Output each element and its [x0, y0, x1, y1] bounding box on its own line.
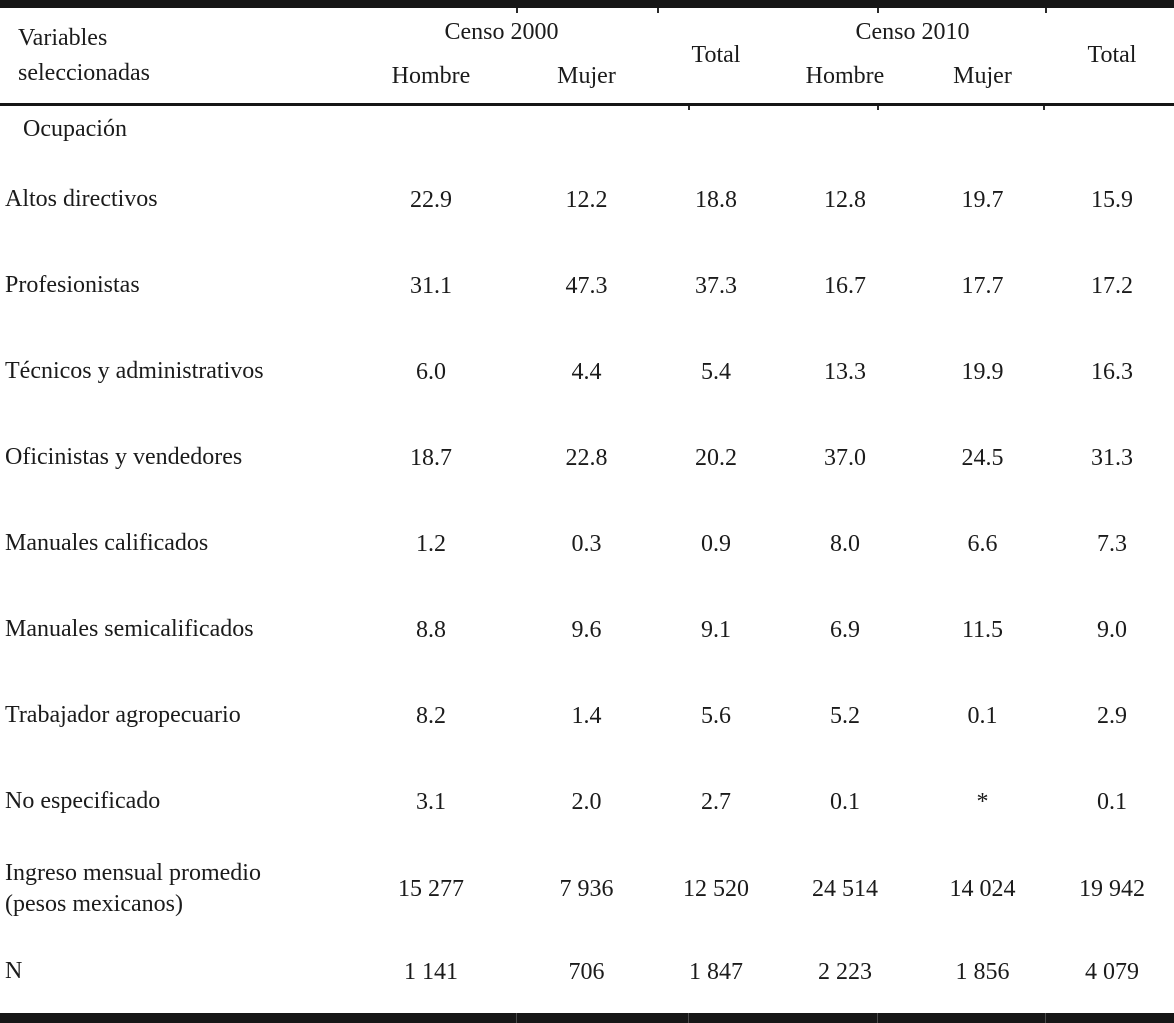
table-row	[0, 415, 1174, 501]
value-cell: 15 277	[398, 875, 464, 902]
value-cell: 47.3	[565, 272, 608, 299]
table-top-rule	[0, 0, 1174, 8]
header-variables-line2: seleccionadas	[18, 59, 150, 86]
column-tick	[516, 1013, 517, 1023]
value-cell: 18.8	[695, 186, 737, 213]
value-cell: 2.0	[571, 788, 602, 815]
value-cell: *	[976, 788, 989, 815]
value-cell: 16.3	[1091, 358, 1133, 385]
value-cell: 24.5	[961, 444, 1004, 471]
row-label: Oficinistas y vendedores	[5, 444, 243, 471]
table-header	[0, 8, 1174, 103]
value-cell: 31.1	[410, 272, 452, 299]
row-label-line1: Ingreso mensual promedio	[5, 859, 261, 886]
table-row	[0, 673, 1174, 759]
empty-cell	[346, 103, 516, 157]
value-cell: 31.3	[1091, 444, 1133, 471]
value-cell: 24 514	[812, 875, 878, 902]
table-body	[0, 103, 1174, 1011]
table-row	[0, 845, 1174, 933]
value-cell: 13.3	[824, 358, 866, 385]
value-cell: 22.8	[565, 444, 608, 471]
value-cell: 2.9	[1097, 702, 1127, 729]
value-cell: 7.3	[1097, 530, 1127, 557]
column-tick	[1045, 1013, 1046, 1023]
value-cell: 4 079	[1085, 958, 1139, 985]
value-cell: 20.2	[695, 444, 737, 471]
header-hombre-2000: Hombre	[391, 63, 471, 89]
value-cell: 8.0	[830, 530, 860, 557]
table-row	[0, 759, 1174, 845]
column-tick	[1043, 106, 1045, 110]
header-total-2000: Total	[691, 42, 741, 68]
row-label	[0, 845, 346, 933]
header-rule	[0, 103, 1174, 106]
table-row	[0, 933, 1174, 1011]
row-label: Técnicos y administrativos	[5, 358, 264, 385]
value-cell: 1 856	[955, 958, 1010, 985]
header-censo-2000: Censo 2000	[444, 18, 559, 45]
empty-cell	[915, 103, 1050, 157]
value-cell: 3.1	[416, 788, 446, 815]
row-label: No especificado	[5, 788, 161, 815]
value-cell: 9.6	[571, 616, 602, 643]
row-label: Profesionistas	[5, 272, 140, 299]
value-cell: 17.7	[961, 272, 1004, 299]
table-row	[0, 329, 1174, 415]
column-tick	[877, 106, 879, 110]
table-bottom-rule	[0, 1013, 1174, 1023]
table-row	[0, 501, 1174, 587]
value-cell: 37.3	[695, 272, 737, 299]
value-cell: 17.2	[1091, 272, 1133, 299]
value-cell: 37.0	[824, 444, 866, 471]
value-cell: 19 942	[1079, 875, 1145, 902]
value-cell: 1.4	[571, 702, 602, 729]
value-cell: 5.4	[701, 358, 731, 385]
column-tick	[688, 106, 690, 110]
table-row	[0, 157, 1174, 243]
table-row	[0, 587, 1174, 673]
row-label-line2: (pesos mexicanos)	[5, 891, 183, 917]
value-cell: 22.9	[410, 186, 452, 213]
value-cell: 8.2	[416, 702, 446, 729]
row-label: Manuales calificados	[5, 530, 209, 557]
value-cell: 12.2	[565, 186, 608, 213]
value-cell: 14 024	[949, 875, 1016, 902]
header-variables-line1: Variables	[18, 24, 108, 51]
value-cell: 5.2	[830, 702, 860, 729]
section-label: Ocupación	[23, 116, 127, 143]
header-total-2010: Total	[1087, 42, 1137, 68]
empty-cell	[516, 103, 657, 157]
value-cell: 12.8	[824, 186, 866, 213]
value-cell: 6.0	[416, 358, 446, 385]
row-label: Manuales semicalificados	[5, 616, 254, 643]
value-cell: 15.9	[1091, 186, 1133, 213]
value-cell: 1.2	[416, 530, 446, 557]
header-mujer-2010: Mujer	[953, 63, 1012, 89]
column-tick	[688, 1013, 689, 1023]
header-hombre-2010: Hombre	[805, 63, 885, 89]
value-cell: 9.1	[701, 616, 731, 643]
column-tick	[877, 1013, 878, 1023]
value-cell: 19.9	[961, 358, 1004, 385]
census-comparison-table	[0, 8, 1174, 1011]
empty-cell	[657, 103, 775, 157]
value-cell: 18.7	[410, 444, 452, 471]
value-cell: 9.0	[1097, 616, 1127, 643]
value-cell: 2.7	[701, 788, 731, 815]
row-label: N	[5, 958, 23, 985]
value-cell: 16.7	[824, 272, 866, 299]
value-cell: 0.1	[830, 788, 860, 815]
section-row-ocupacion	[0, 103, 1174, 157]
value-cell: 1 847	[689, 958, 743, 985]
value-cell: 8.8	[416, 616, 446, 643]
value-cell: 11.5	[961, 616, 1004, 643]
header-censo-2010: Censo 2010	[855, 18, 970, 45]
empty-cell	[775, 103, 915, 157]
header-variables	[0, 8, 346, 103]
header-mujer-2000: Mujer	[557, 63, 616, 89]
value-cell: 0.9	[701, 530, 731, 557]
value-cell: 6.6	[967, 530, 998, 557]
value-cell: 5.6	[701, 702, 731, 729]
value-cell: 4.4	[571, 358, 602, 385]
row-label: Trabajador agropecuario	[5, 702, 241, 729]
value-cell: 0.1	[967, 702, 998, 729]
value-cell: 7 936	[559, 875, 614, 902]
table-row	[0, 243, 1174, 329]
value-cell: 2 223	[818, 958, 872, 985]
value-cell: 6.9	[830, 616, 860, 643]
value-cell: 706	[568, 958, 605, 985]
value-cell: 0.3	[571, 530, 602, 557]
row-label: Altos directivos	[5, 186, 158, 213]
value-cell: 0.1	[1097, 788, 1127, 815]
value-cell: 19.7	[961, 186, 1004, 213]
value-cell: 1 141	[404, 958, 458, 985]
value-cell: 12 520	[683, 875, 749, 902]
empty-cell	[1050, 103, 1174, 157]
